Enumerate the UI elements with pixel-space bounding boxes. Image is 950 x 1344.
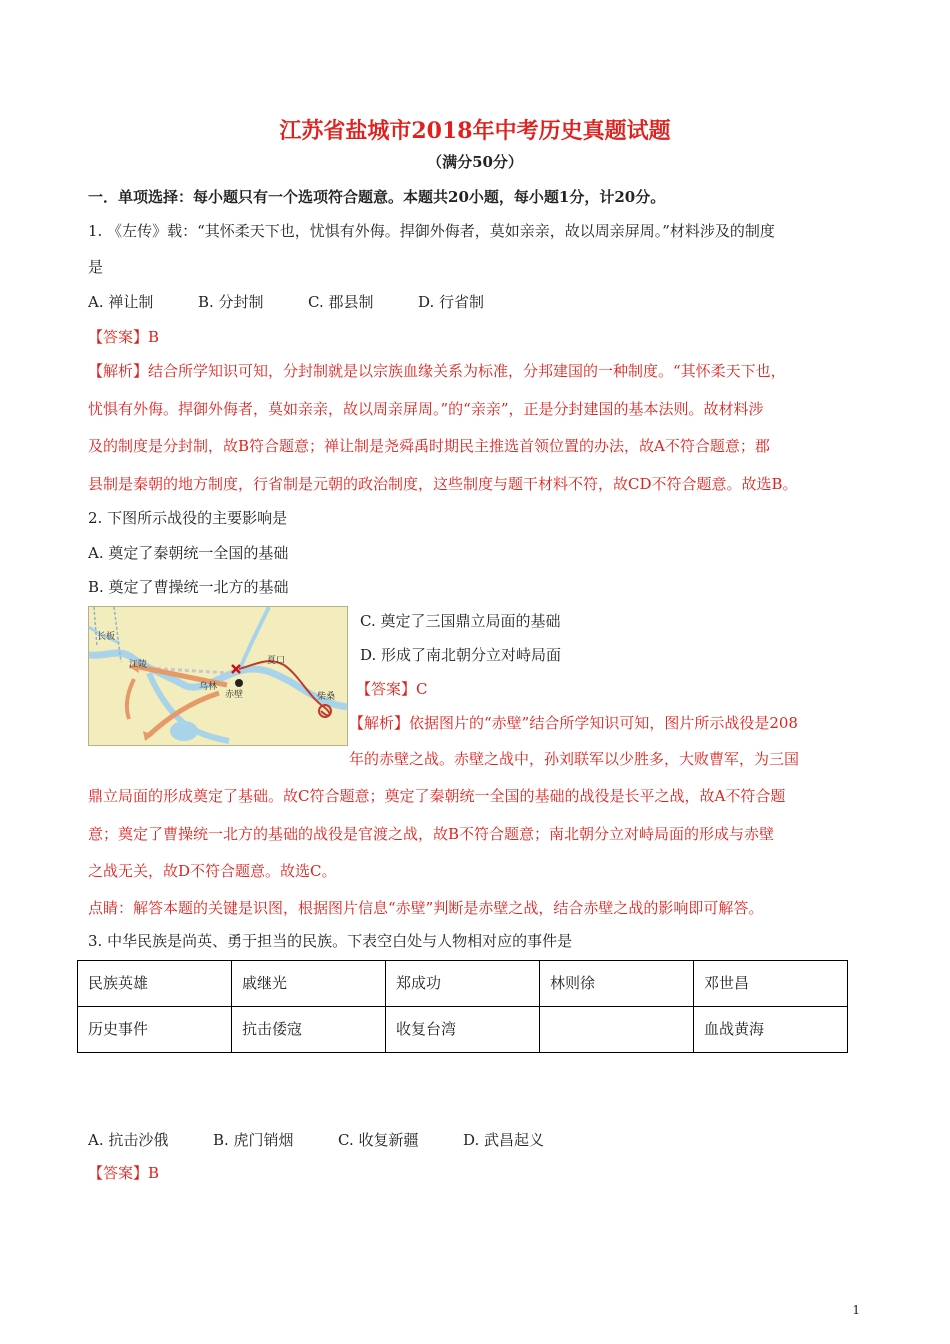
section-heading: 一．单项选择：每小题只有一个选项符合题意。本题共20小题，每小题1分，计20分。 [88,188,666,206]
table-cell: 戚继光 [232,961,386,1007]
q1-option-b: B. 分封制 [198,293,264,311]
q2-analysis-line: 鼎立局面的形成奠定了基础。故C符合题意；奠定了秦朝统一全国的基础的战役是长平之战，故A不符合题 [88,787,786,805]
q2-analysis-line: 年的赤壁之战。赤壁之战中，孙刘联军以少胜多，大败曹军，为三国 [349,750,800,768]
q1-analysis-line: 忧惧有外侮。捍御外侮者，莫如亲亲，故以周亲屏周。”的“亲亲”，正是分封建国的基本法则。故材料涉 [88,400,764,418]
table-cell [540,1007,694,1053]
page-title: 江苏省盐城市2018年中考历史真题试题 [279,118,671,144]
battle-map [88,606,348,746]
table-cell: 历史事件 [78,1007,232,1053]
q1-option-c: C. 郡县制 [308,293,374,311]
q3-option-b: B. 虎门销烟 [213,1131,294,1149]
q1-stem-line2: 是 [88,258,104,276]
q2-analysis-line: 之战无关，故D不符合题意。故选C。 [88,862,337,880]
map-label-jiangling: 江陵 [129,660,148,670]
q1-answer: 【答案】B [88,328,160,346]
table-cell: 民族英雄 [78,961,232,1007]
battle-map-svg [89,607,347,745]
map-label-xiakou: 夏口 [267,656,286,666]
q1-analysis-line: 县制是秦朝的地方制度，行省制是元朝的政治制度，这些制度与题干材料不符，故CD不符合题意。故选B。 [88,475,798,493]
table-row [78,961,848,1007]
table-cell: 郑成功 [386,961,540,1007]
q2-option-c: C. 奠定了三国鼎立局面的基础 [360,612,561,630]
table-cell: 林则徐 [540,961,694,1007]
map-label-chaisang: 柴桑 [317,692,336,702]
q1-option-d: D. 行省制 [418,293,485,311]
q2-option-d: D. 形成了南北朝分立对峙局面 [360,646,562,664]
q1-analysis-line: 【解析】结合所学知识可知，分封制就是以宗族血缘关系为标准，分邦建国的一种制度。“其怀柔天下也， [88,362,786,380]
q3-stem: 3. 中华民族是尚英、勇于担当的民族。下表空白处与人物相对应的事件是 [88,932,573,950]
q2-option-a: A. 奠定了秦朝统一全国的基础 [88,544,289,562]
q3-answer: 【答案】B [88,1164,160,1182]
q3-options [88,1130,544,1150]
q1-stem-line1: 1. 《左传》载：“其怀柔天下也，忧惧有外侮。捍御外侮者，莫如亲亲，故以周亲屏周。”材料涉及的制度 [88,222,775,240]
q2-analysis-line: 意；奠定了曹操统一北方的基础的战役是官渡之战，故B不符合题意；南北朝分立对峙局面的形成与赤壁 [88,825,775,843]
map-label-changban: 长板 [97,632,116,642]
q2-stem: 2. 下图所示战役的主要影响是 [88,509,288,527]
page-number: 1 [852,1303,860,1317]
q2-option-b: B. 奠定了曹操统一北方的基础 [88,578,289,596]
table-cell: 收复台湾 [386,1007,540,1053]
q2-tip: 点睛：解答本题的关键是识图，根据图片信息“赤壁”判断是赤壁之战，结合赤壁之战的影响即可解答。 [88,899,764,917]
table-cell: 血战黄海 [694,1007,848,1053]
q1-option-a: A. 禅让制 [88,293,154,311]
q3-option-c: C. 收复新疆 [338,1131,419,1149]
map-label-wulin: 乌林 [199,682,218,692]
q1-analysis-line: 及的制度是分封制，故B符合题意；禅让制是尧舜禹时期民主推选首领位置的办法，故A不符合题意；郡 [88,437,770,455]
map-label-chibi: 赤壁 [225,690,244,700]
q3-option-a: A. 抗击沙俄 [88,1131,169,1149]
q3-table [77,960,848,1053]
q2-analysis-line: 【解析】依据图片的“赤壁”结合所学知识可知，图片所示战役是208 [349,714,798,732]
q1-options [88,292,484,312]
q3-option-d: D. 武昌起义 [463,1131,545,1149]
page-subtitle: （满分50分） [427,153,523,171]
table-cell: 抗击倭寇 [232,1007,386,1053]
q2-answer: 【答案】C [356,680,428,698]
table-cell: 邓世昌 [694,961,848,1007]
table-row [78,1007,848,1053]
